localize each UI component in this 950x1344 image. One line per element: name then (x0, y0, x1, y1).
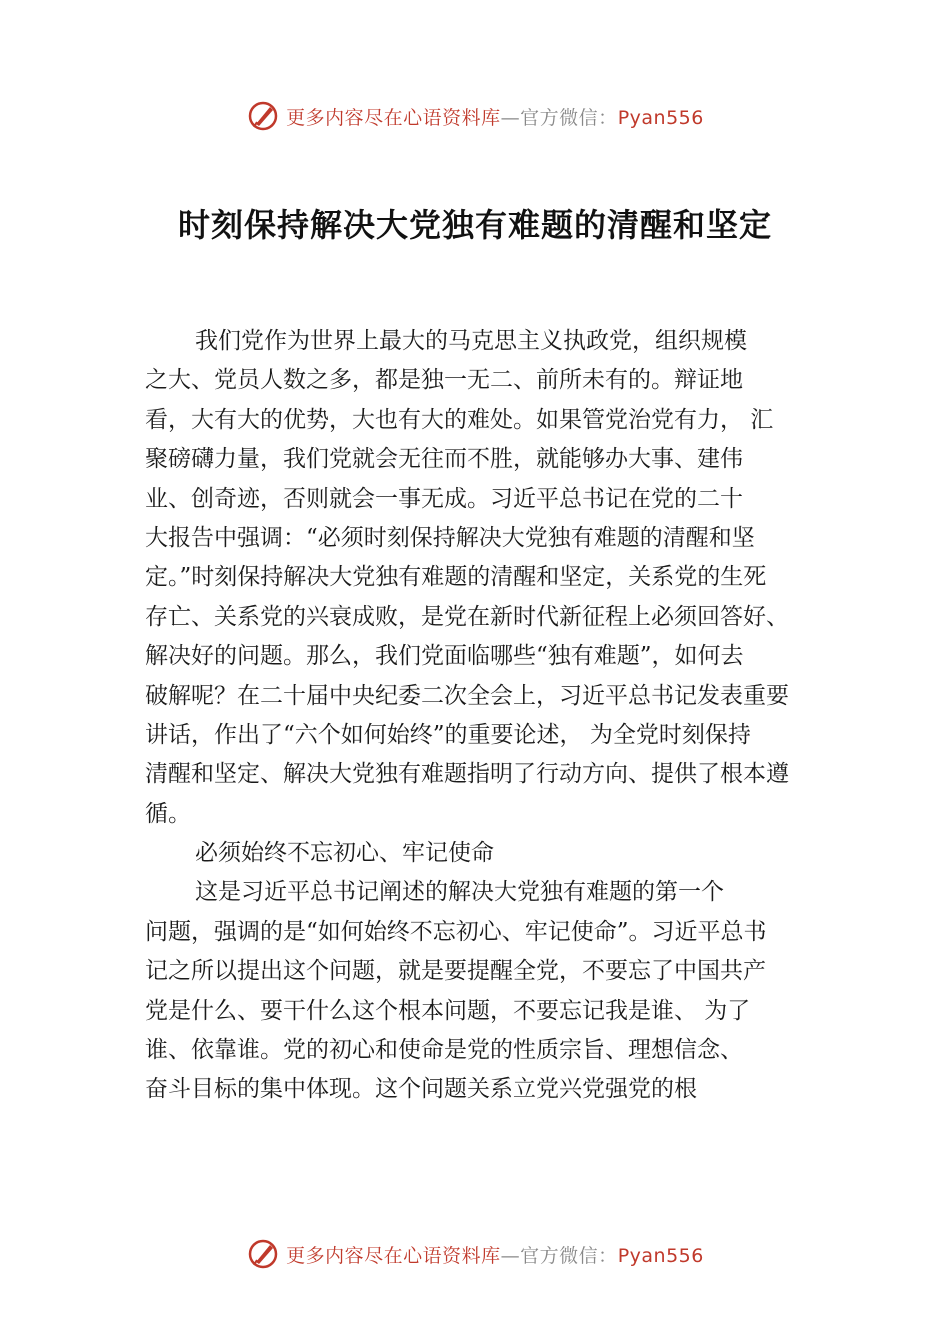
watermark-label: 官方微信： (520, 1244, 618, 1267)
document-body (145, 322, 827, 1110)
body-line: 讲话，作出了“六个如何始终”的重要论述， 为全党时刻保持 (145, 721, 751, 748)
body-line: 谁、依靠谁。党的初心和使命是党的性质宗旨、理想信念、 (145, 1037, 743, 1064)
body-line: 奋斗目标的集中体现。这个问题关系立党兴党强党的根 (145, 1076, 697, 1103)
body-line: 记之所以提出这个问题，就是要提醒全党，不要忘了中国共产 (145, 958, 766, 985)
body-line: 破解呢？在二十届中央纪委二次全会上，习近平总书记发表重要 (145, 682, 789, 709)
watermark-brand: 更多内容尽在心语资料库 (286, 1244, 501, 1267)
header-watermark (0, 96, 950, 136)
body-line: 循。 (145, 800, 191, 827)
body-line: 大报告中强调：“必须时刻保持解决大党独有难题的清醒和坚 (145, 524, 755, 551)
watermark-text (286, 1241, 704, 1268)
body-line: 存亡、关系党的兴衰成败，是党在新时代新征程上必须回答好、 (145, 603, 789, 630)
watermark-wechat-id: Pyan556 (617, 106, 704, 129)
body-line: 之大、党员人数之多，都是独一无二、前所未有的。辩证地 (145, 367, 743, 394)
body-line: 我们党作为世界上最大的马克思主义执政党，组织规模 (195, 328, 747, 354)
footer-watermark (0, 1234, 950, 1274)
body-line: 业、创奇迹，否则就会一事无成。习近平总书记在党的二十 (145, 485, 743, 512)
watermark-separator: — (500, 1244, 521, 1267)
pen-seal-icon (246, 99, 280, 133)
section-heading: 必须始终不忘初心、牢记使命 (195, 840, 494, 867)
body-line: 清醒和坚定、解决大党独有难题指明了行动方向、提供了根本遵 (145, 761, 789, 788)
body-line: 这是习近平总书记阐述的解决大党独有难题的第一个 (195, 879, 724, 906)
watermark-brand: 更多内容尽在心语资料库 (286, 106, 501, 129)
body-line: 问题，强调的是“如何始终不忘初心、牢记使命”。习近平总书 (145, 918, 767, 945)
watermark-wechat-id: Pyan556 (617, 1244, 704, 1267)
watermark-separator: — (500, 106, 521, 129)
body-line: 定。”时刻保持解决大党独有难题的清醒和坚定，关系党的生死 (145, 564, 767, 591)
watermark-label: 官方微信： (520, 106, 618, 129)
body-line: 聚磅礴力量，我们党就会无往而不胜，就能够办大事、建伟 (145, 446, 743, 473)
body-line: 解决好的问题。那么，我们党面临哪些“独有难题”，如何去 (145, 643, 744, 670)
pen-seal-icon (246, 1237, 280, 1271)
document-title: 时刻保持解决大党独有难题的清醒和坚定 (177, 206, 772, 244)
body-line: 党是什么、要干什么这个根本问题，不要忘记我是谁、 为了 (145, 997, 751, 1024)
watermark-text (286, 103, 704, 130)
body-line: 看，大有大的优势，大也有大的难处。如果管党治党有力， 汇 (145, 406, 774, 433)
